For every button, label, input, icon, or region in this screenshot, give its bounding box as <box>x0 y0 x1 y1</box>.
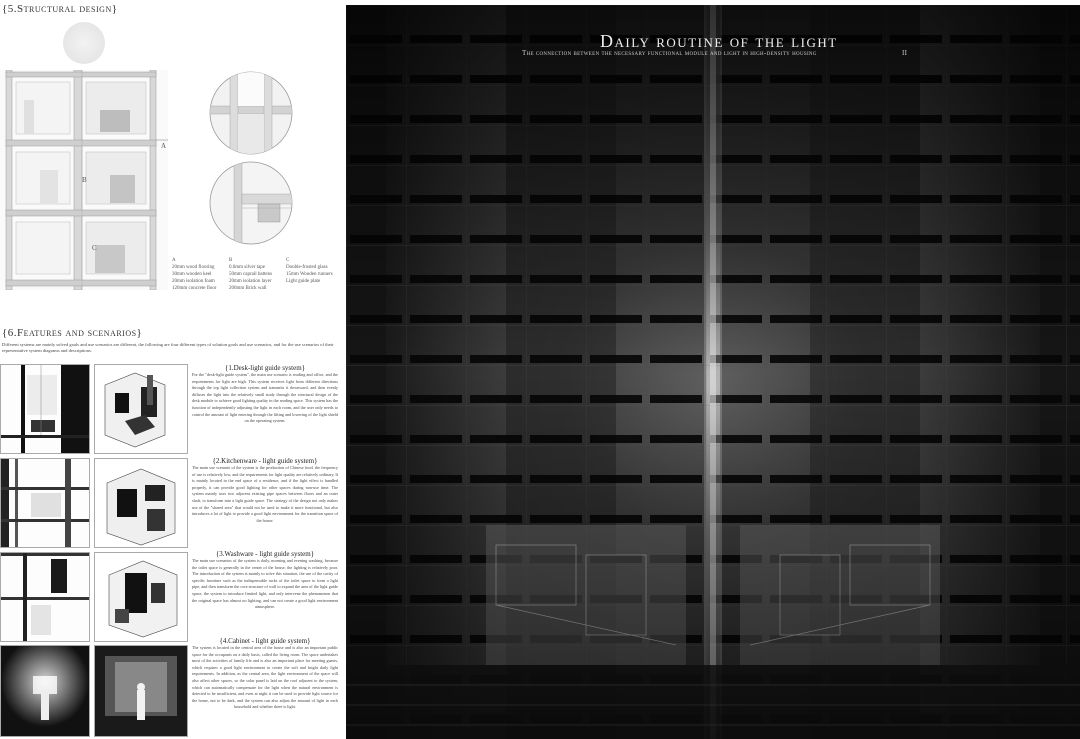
legend-line: 120mm concrete floor <box>172 286 217 291</box>
legend-line: Double-frosted glass <box>286 265 328 270</box>
feature-item-cabinet <box>192 637 338 711</box>
kitchen-system-axon-drawing <box>94 458 188 548</box>
legend-line: 15mm Wooden runners <box>286 272 333 277</box>
feature-title: {1.Desk-light guide system} <box>224 364 306 372</box>
detail-circle-top <box>208 70 294 156</box>
poster-title: Daily routine of the light <box>600 31 838 51</box>
legend-head-a: A <box>172 258 176 263</box>
wash-system-axon-drawing <box>94 552 188 642</box>
poster-number: II <box>902 49 908 57</box>
feature-item-desk <box>192 364 338 425</box>
desk-system-axon-drawing <box>94 364 188 454</box>
feature-body: The main use scenarios of the system is daily, morning and evening washing, because the toilet space is generally in the center of the house, the lighting is relatively poor. The introduction of the system is mainly to solve this situation, the use of the cavity of specific furniture such as the indispensable racks of the toilet space to form a light pipe, and then transform the core structure of wall to expand the area of the light guide space, the system to introduce limited light, and only intervene the phenomenon that the original space has almost no lighting, and can not create a good light environment atmosphere. <box>192 558 338 610</box>
callout-label-b: B <box>82 176 87 184</box>
feature-body: The system is located in the central area of the house and is also an important public space for the occupants on a daily basis, called the living room. The space undertakes most of the activities of family life and is also an important place for meeting guests, which requires a good light environment to create the soft and bright daily light requirements. In addition, as the central area, the light environment of the space will also affect other spaces, so the solar panel is laid on the roof adjacent to the system, which can automatically compensate for the light when the natural environment is detected to be insufficient, and even at night it can be used to provide light source for the home, not to be dark, and the system can also adjust the amount of light in each household and whether there is light. <box>192 645 338 710</box>
legend-line: 50mm caprail battens <box>229 272 273 277</box>
feature-item-kitchen <box>192 457 338 524</box>
legend-line: 200mm Brick wall <box>229 286 267 291</box>
legend-line: 20mm isolation layer <box>229 279 272 284</box>
feature-item-wash <box>192 550 338 611</box>
feature-body: The main use scenario of the system is the production of Chinese food, the frequency of use is relatively low, and the requirements for light quality are relatively ordinary. It is mainly located in the end space of a residence, and if the light effect is handled properly, it can provide good lighting for other spaces during non-use time. The system mainly uses two adjacent existing pipe spaces between floors and an outer shaft, to transform into a light guide space. The strategy of the design not only makes use of the "shared area" that would not be used to make it more functional, but also introduces a lot of light to provide a good light environment for the transition space of the house. <box>192 465 338 523</box>
kitchen-system-section-drawing <box>0 458 90 548</box>
poster-building-render <box>346 5 1080 739</box>
legend-line: 30mm wooden keel <box>172 272 212 277</box>
left-panel <box>0 0 344 739</box>
legend-column-a <box>172 257 224 292</box>
feature-title: {4.Cabinet - light guide system} <box>219 637 311 645</box>
desk-system-section-drawing <box>0 364 90 454</box>
detail-circle-bottom <box>208 160 294 246</box>
wash-system-section-drawing <box>0 552 90 642</box>
legend-line: 20mm wood flooring <box>172 265 215 270</box>
structural-design-title: {5.Structural design} <box>2 3 118 15</box>
legend-head-b: B <box>229 258 233 263</box>
poster-subtitle: The connection between the necessary functional module and light in high-density housing <box>522 49 817 57</box>
callout-label-a: A <box>161 142 167 150</box>
legend-head-c: C <box>286 258 290 263</box>
feature-body: For the "desk-light guide system", the main use scenario is reading and office, and the requirements for light are high. This system receives light from different directions through the top light collection system and transmits it downward, and then evenly diffuses the light into the relatively small study through the structural design of the desk module to achieve good lighting quality in the reading space. This system has the function of independently adjusting the light in each room, and the user only needs to control the amount of light entering through the lifting and lowering of the light shield on the operating system. <box>192 372 338 424</box>
callout-label-c: C <box>92 244 97 252</box>
light-glow-circle <box>63 22 105 64</box>
feature-title: {3.Washware - light guide system} <box>215 550 315 558</box>
cabinet-system-render-figure <box>94 645 188 737</box>
features-intro: Different systems are mainly solved goals and use scenarios are different, the following are four different types of solution goals and use scenarios, and for the use scenarios of their representative system diagrams and descriptions. <box>2 342 334 353</box>
legend-column-c <box>286 257 342 285</box>
legend-column-b <box>229 257 284 292</box>
legend-line: 20mm isolation foam <box>172 279 215 284</box>
features-title: {6.Features and scenarios} <box>2 327 143 339</box>
feature-title: {2.Kitchenware - light guide system} <box>212 457 318 465</box>
cabinet-system-render-dark <box>0 645 90 737</box>
legend-line: 0.6mm silver tape <box>229 265 265 270</box>
poster-panel <box>346 5 1080 739</box>
legend-line: Light guide plate <box>286 279 321 284</box>
